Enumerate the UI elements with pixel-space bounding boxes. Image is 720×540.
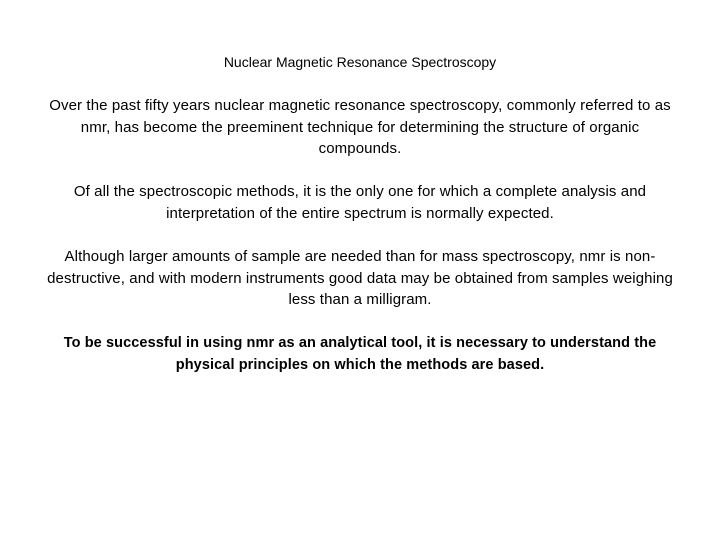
slide-title: Nuclear Magnetic Resonance Spectroscopy	[223, 54, 497, 70]
paragraph-intro: Over the past fifty years nuclear magnetic resonance spectroscopy, commonly referred to as nmr, has become the preeminent technique for determining the structure of organic compounds.	[49, 97, 671, 157]
paragraph-conclusion: To be successful in using nmr as an analytical tool, it is necessary to understand the physical principles on which the methods are based.	[63, 335, 657, 373]
paragraph-spectroscopic-methods: Of all the spectroscopic methods, it is the only one for which a complete analysis and interpretation of the entire spectrum is normally expected.	[73, 183, 647, 222]
paragraph-sample-amounts: Although larger amounts of sample are needed than for mass spectroscopy, nmr is non-destructive, and with modern instruments good data may be obtained from samples weighing less than a milligram.	[47, 248, 673, 308]
